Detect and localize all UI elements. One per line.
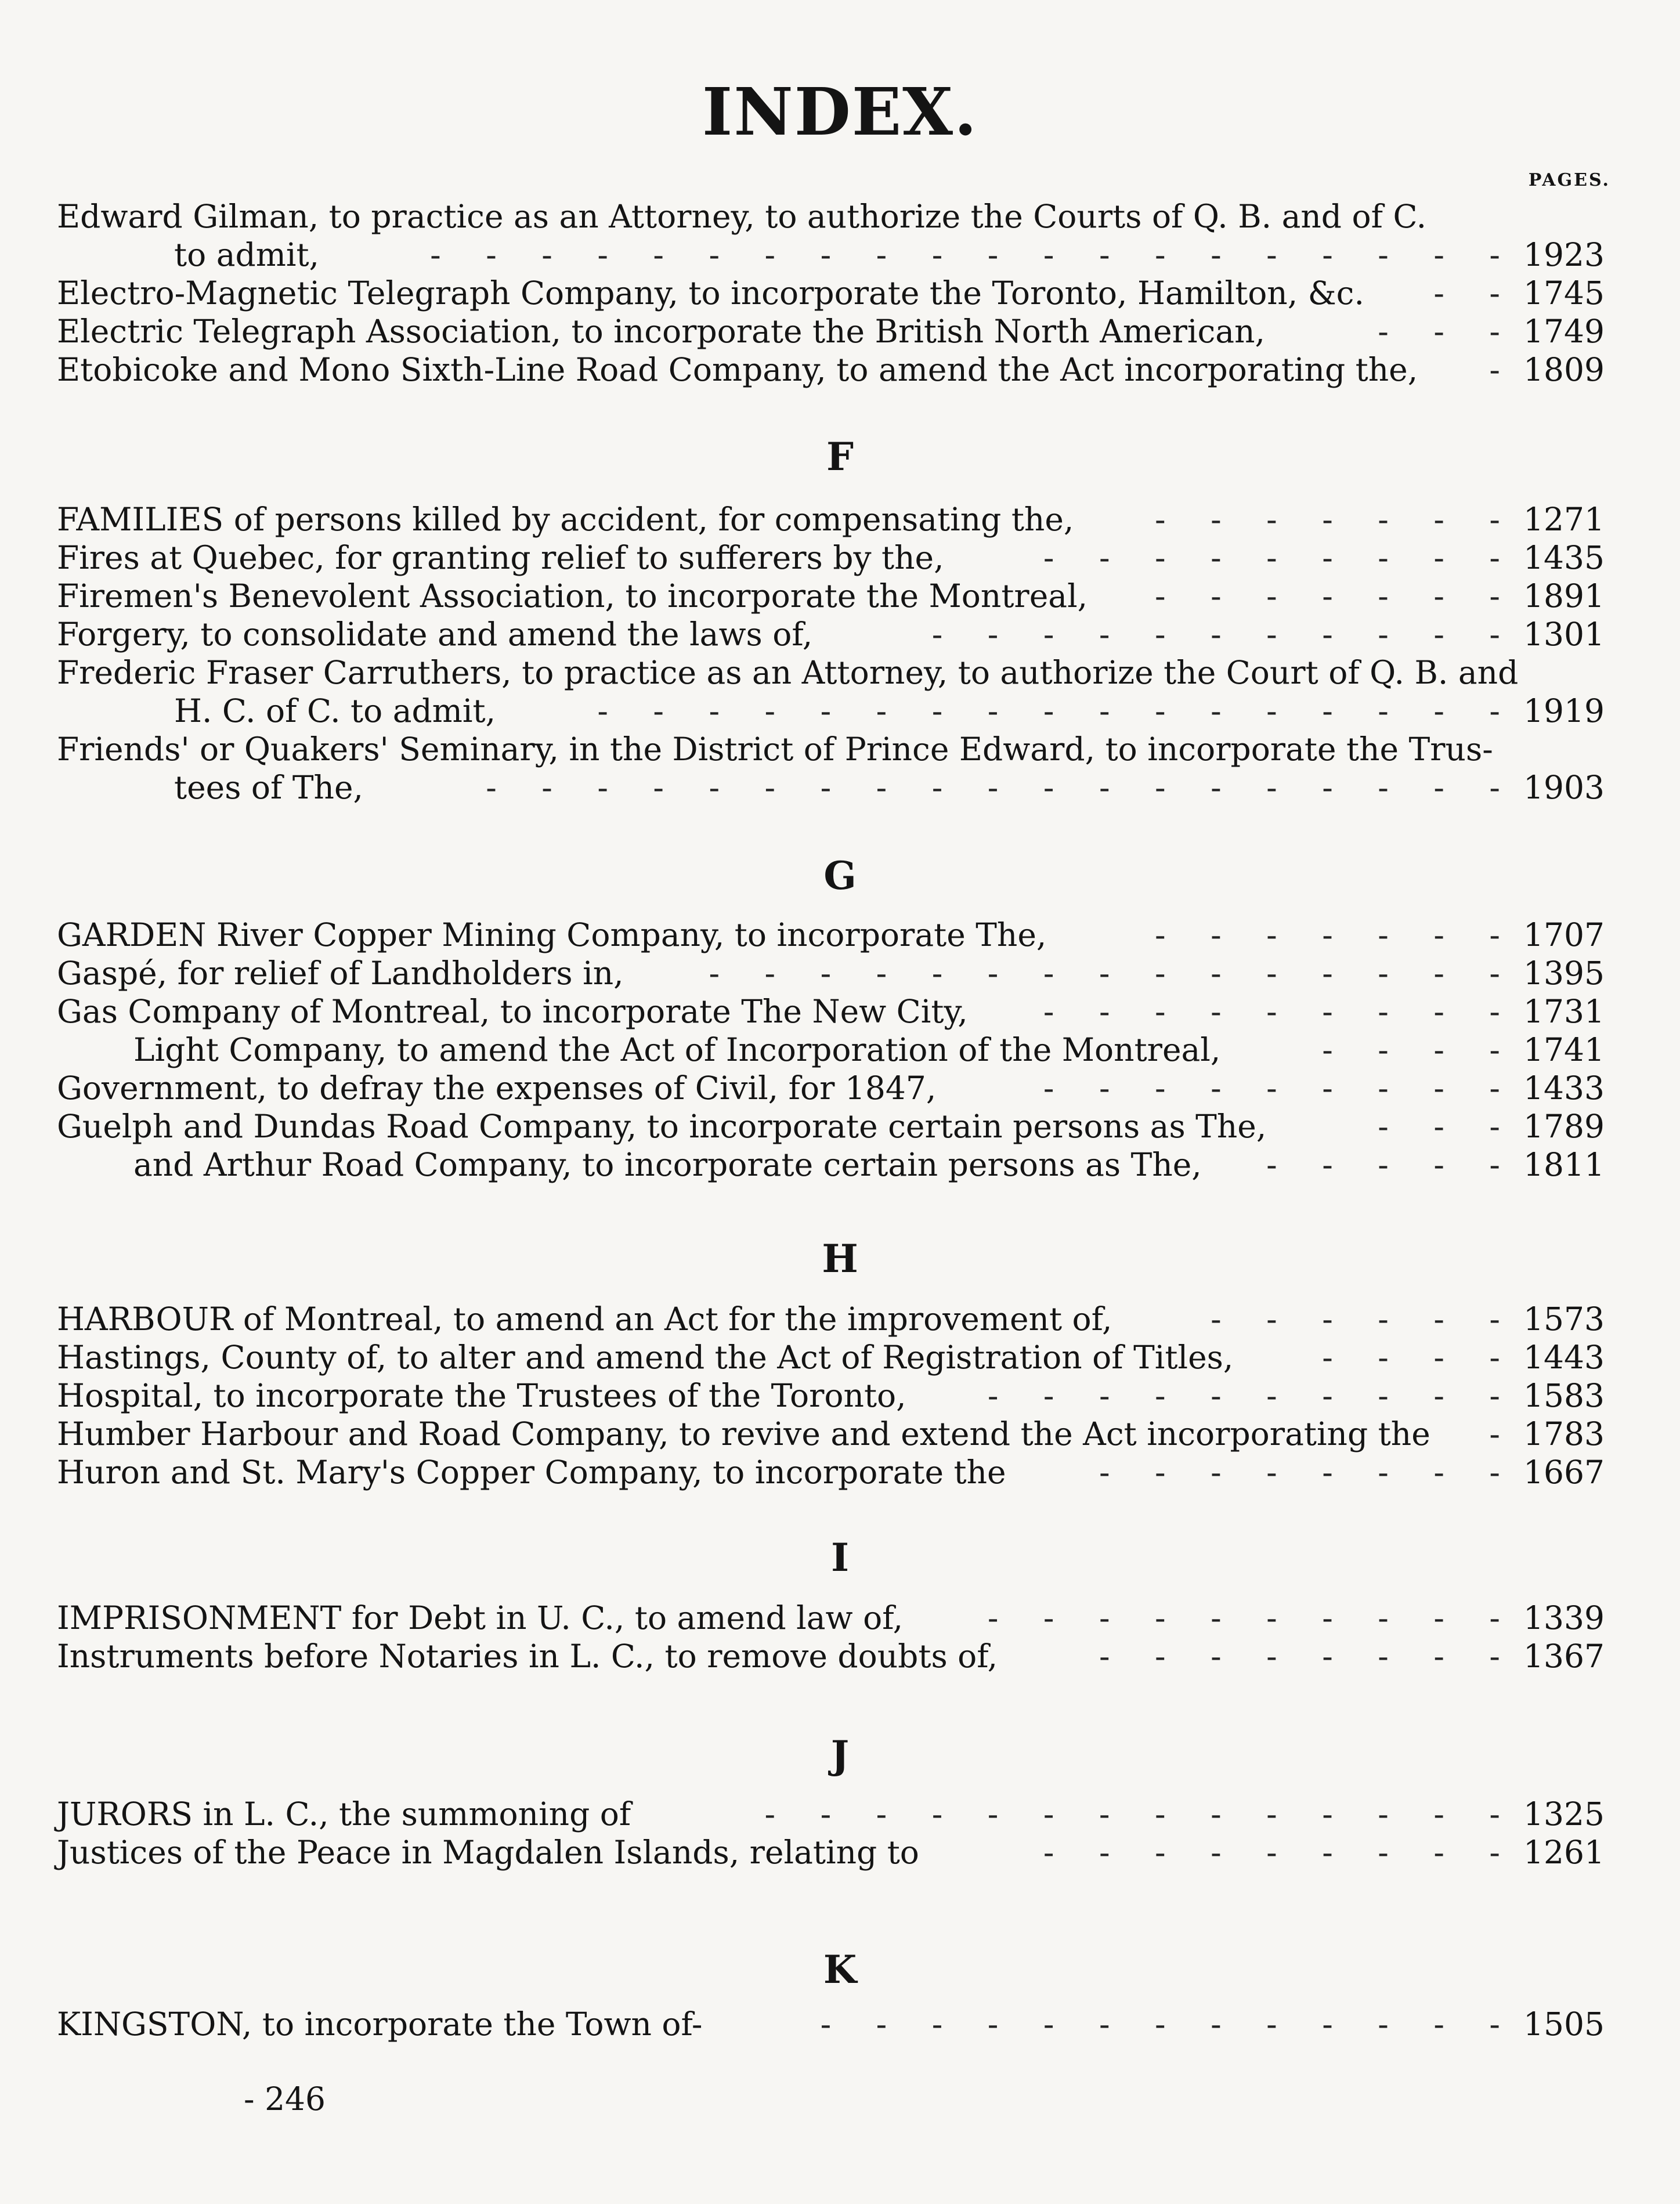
index-entry-line [0,692,1680,730]
index-entry-line [0,2005,1680,2043]
page-number: 1789 [1523,1108,1605,1145]
dot-leader: - - - - - - - - - - - - - - - - - - - - [430,236,1518,273]
page-number: 1923 [1523,236,1605,273]
dot-leader: - - - - - - - - - - - - - [820,2006,1518,2043]
entry-text: tees of The, [174,769,363,806]
section-letter-f: F [826,434,854,479]
index-entry-line [0,653,1680,692]
entry-text: FAMILIES of persons killed by accident, for compensating the, [57,501,1074,538]
dot-leader: - - - [1378,313,1518,350]
entry-text: Electric Telegraph Association, to incorporate the British North American, [57,313,1265,350]
index-entry-line [0,1376,1680,1415]
index-entry-line [0,1637,1680,1675]
entry-text: HARBOUR of Montreal, to amend an Act for the improvement of, [57,1300,1112,1338]
page-number: 1505 [1523,2006,1605,2043]
page-number: 1339 [1523,1599,1605,1636]
dot-leader: - - - - - [1266,1146,1518,1183]
entry-text: Gaspé, for relief of Landholders in, [57,955,624,992]
page-number: 1749 [1523,313,1605,350]
dot-leader: - - - - - - [1211,1300,1518,1338]
index-entry-line [0,1599,1680,1637]
section-letter-i: I [831,1535,849,1580]
page-number: 1903 [1523,769,1605,806]
dot-leader: - - - - - - - [1155,577,1518,615]
dot-leader: - - - - - - - - - [1043,1834,1518,1871]
page-number: 1919 [1523,692,1605,729]
entry-text: Etobicoke and Mono Sixth-Line Road Company, to amend the Act incorporating the, [57,351,1418,388]
index-entry-line [0,500,1680,539]
entry-text: GARDEN River Copper Mining Company, to incorporate The, [57,916,1047,953]
page-number: 1583 [1523,1377,1605,1414]
entry-text: to admit, [174,236,320,273]
page-number: 1301 [1523,616,1605,653]
index-entry-line [0,1107,1680,1146]
dot-leader: - - - - - - - - - [1043,993,1518,1030]
page-number: 1443 [1523,1339,1605,1376]
dot-leader: - - - - - - - - - [1043,1070,1518,1107]
entry-text: Government, to defray the expenses of Civil, for 1847, [57,1070,937,1107]
index-entry-line [0,1338,1680,1376]
index-entry-line [0,197,1680,236]
section-letter-g: G [823,853,857,898]
index-entry-line [0,1146,1680,1184]
page-number: 1433 [1523,1070,1605,1107]
dot-leader: - - - - - - - - - - - - - - - [709,955,1518,992]
index-entry-line [0,274,1680,312]
dot-leader: - - - - - - - - - - [987,1599,1518,1636]
index-entry-line [0,768,1680,807]
page-number: 1367 [1523,1638,1605,1675]
dot-leader: - - [1433,274,1518,312]
page-number: 1741 [1523,1031,1605,1068]
page-number: 1707 [1523,916,1605,953]
page-number: 1395 [1523,955,1605,992]
index-entry-line [0,916,1680,954]
index-entry-line [0,539,1680,577]
page-number: 1667 [1523,1454,1605,1491]
dot-leader: - - - - - - - [1155,501,1518,538]
page-number: 1745 [1523,274,1605,312]
entry-text: Gas Company of Montreal, to incorporate The New City, [57,993,968,1030]
dot-leader: - - - - - - - - [1099,1454,1518,1491]
dot-leader: - - - - - - - - [1099,1638,1518,1675]
entry-text: Guelph and Dundas Road Company, to incorporate certain persons as The, [57,1108,1267,1145]
page-number: 1271 [1523,501,1605,538]
entry-text: KINGSTON, to incorporate the Town of- [57,2006,703,2043]
entry-text: Instruments before Notaries in L. C., to remove doubts of, [57,1638,998,1675]
entry-text: IMPRISONMENT for Debt in U. C., to amend law of, [57,1599,904,1636]
page-number: 1573 [1523,1300,1605,1338]
dot-leader: - - - - - - - - - - [987,1377,1518,1414]
index-entry-line [0,312,1680,351]
pages-column-header: PAGES. [1528,170,1610,190]
entry-text: Firemen's Benevolent Association, to incorporate the Montreal, [57,577,1088,615]
section-letter-k: K [823,1947,857,1992]
dot-leader: - - - - [1322,1031,1518,1068]
dot-leader: - - - - [1322,1339,1518,1376]
dot-leader: - [1489,351,1518,388]
page-number: 1783 [1523,1415,1605,1453]
index-entry-line [0,1795,1680,1833]
entry-text: Light Company, to amend the Act of Incorporation of the Montreal, [133,1031,1221,1068]
dot-leader: - - - - - - - - - - - - - - [764,1795,1518,1833]
dot-leader: - - - - - - - - - - - [931,616,1518,653]
entry-text: Huron and St. Mary's Copper Company, to incorporate the [57,1454,1006,1491]
entry-text: and Arthur Road Company, to incorporate certain persons as The, [133,1146,1202,1183]
entry-text: Forgery, to consolidate and amend the laws of, [57,616,813,653]
entry-text: Electro-Magnetic Telegraph Company, to incorporate the Toronto, Hamilton, &c. [57,274,1364,312]
dot-leader: - - - - - - - [1155,916,1518,953]
dot-leader: - - - [1378,1108,1518,1145]
dot-leader: - [1489,1415,1518,1453]
index-entry-line [0,615,1680,653]
index-entry-line [0,954,1680,992]
index-entry-line [0,1031,1680,1069]
entry-text: Hastings, County of, to alter and amend the Act of Registration of Titles, [57,1339,1234,1376]
entry-text: Justices of the Peace in Magdalen Islands, relating to [57,1834,919,1871]
page-number: 1435 [1523,539,1605,576]
entry-text: JURORS in L. C., the summoning of [57,1795,631,1833]
dot-leader: - - - - - - - - - - - - - - - - - [597,692,1518,729]
entry-text: Fires at Quebec, for granting relief to sufferers by the, [57,539,944,576]
entry-text: Frederic Fraser Carruthers, to practice as an Attorney, to authorize the Court of Q. B. and [57,654,1519,691]
index-entry-line [0,992,1680,1031]
page-number: 1809 [1523,351,1605,388]
index-entry-line [0,730,1680,768]
index-entry-line [0,1415,1680,1453]
page-number: 1325 [1523,1795,1605,1833]
entry-text: Friends' or Quakers' Seminary, in the District of Prince Edward, to incorporate the Trus- [57,731,1493,768]
entry-text: Edward Gilman, to practice as an Attorney, to authorize the Courts of Q. B. and of C. [57,198,1427,235]
page-number: 1261 [1523,1834,1605,1871]
index-entry-line [0,1833,1680,1871]
page-title: INDEX. [702,74,978,150]
index-entry-line [0,577,1680,615]
dot-leader: - - - - - - - - - [1043,539,1518,576]
section-letter-j: J [830,1732,850,1777]
folio-number: - 246 [244,2080,326,2118]
page-number: 1731 [1523,993,1605,1030]
index-entry-line [0,1453,1680,1491]
entry-text: H. C. of C. to admit, [174,692,496,729]
page-number: 1891 [1523,577,1605,615]
dot-leader: - - - - - - - - - - - - - - - - - - - [486,769,1518,806]
index-entry-line [0,1300,1680,1338]
entry-text: Hospital, to incorporate the Trustees of the Toronto, [57,1377,906,1414]
index-entry-line [0,236,1680,274]
index-entry-line [0,1069,1680,1107]
index-entry-line [0,351,1680,389]
section-letter-h: H [822,1236,858,1281]
page-number: 1811 [1523,1146,1605,1183]
entry-text: Humber Harbour and Road Company, to revive and extend the Act incorporating the [57,1415,1430,1453]
